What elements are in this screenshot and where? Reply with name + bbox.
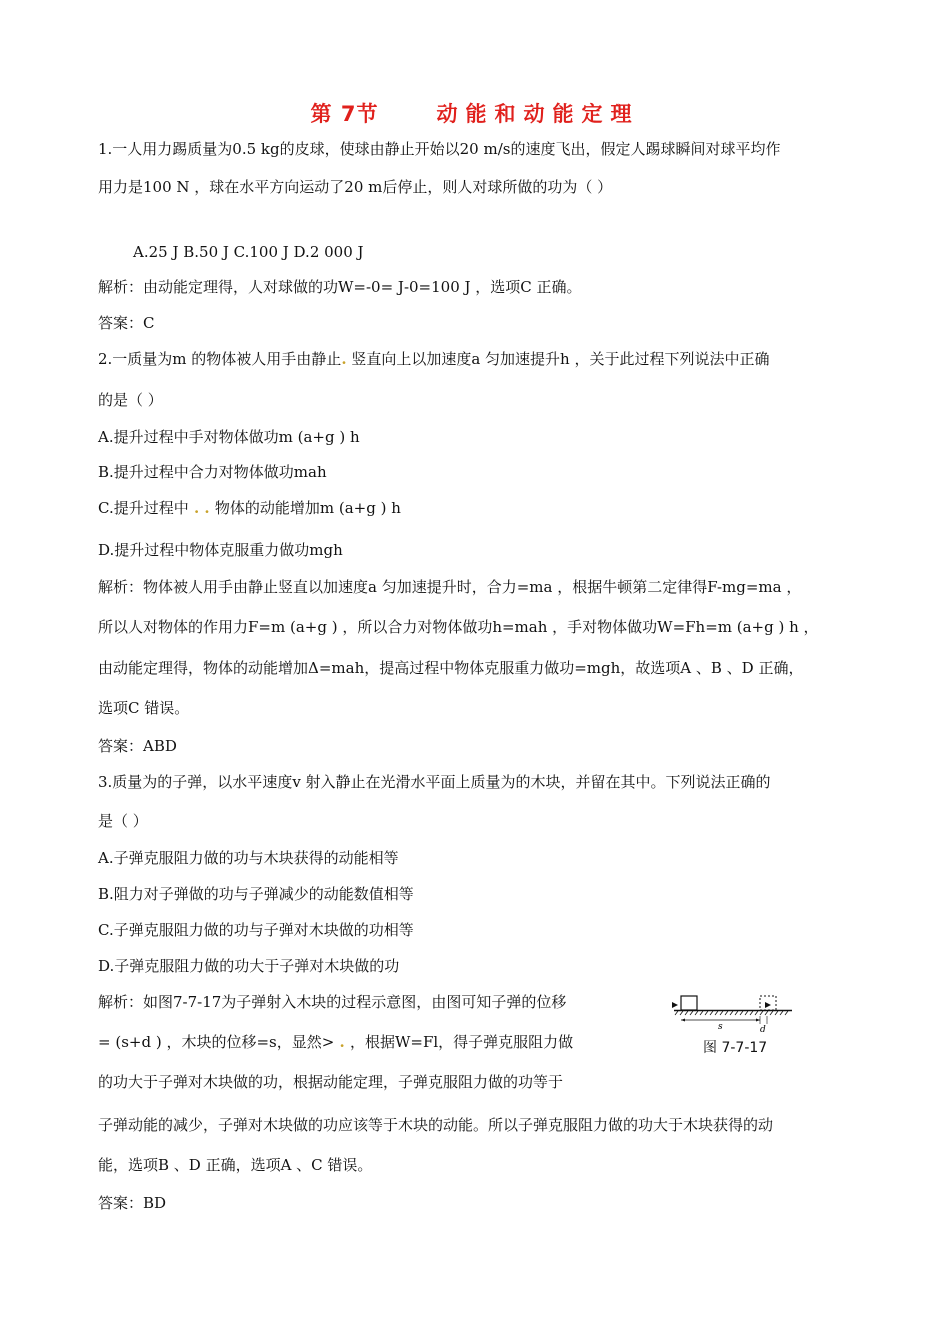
q3-stem-line2: 是（ ）: [98, 812, 148, 830]
q1-answer: 答案：C: [98, 314, 155, 332]
q2-analysis-line1: 解析：物体被人用手由静止竖直以加速度a 匀加速提升时，合力=ma ，根据牛顿第二定律得F-mg=ma ，: [98, 578, 802, 596]
q3-analysis-line2: [98, 1032, 573, 1052]
q3-option-d: D.子弹克服阻力做的功大于子弹对木块做的功: [98, 957, 400, 975]
q3-option-a: A.子弹克服阻力做的功与木块获得的动能相等: [98, 849, 399, 867]
q3-analysis-line1: 解析：如图7-7-17为子弹射入木块的过程示意图，由图可知子弹的位移: [98, 993, 567, 1011]
speck-dot: . .: [188, 499, 215, 517]
q3-stem-line1: 3.质量为的子弹，以水平速度v 射入静止在光滑水平面上质量为的木块，并留在其中。下列说法正确的: [98, 773, 771, 791]
q2-analysis-line3: 由动能定理得，物体的动能增加Δ=mah，提高过程中物体克服重力做功=mgh，故选项A 、B 、D 正确，: [98, 659, 804, 677]
q2-option-c-part2: 物体的动能增加m (a+g ) h: [214, 499, 401, 517]
q1-stem-line1: 1.一人用力踢质量为0.5 kg的皮球，使球由静止开始以20 m/s的速度飞出，假定人踢球瞬间对球平均作: [98, 140, 781, 158]
q2-option-c-part1: C.提升过程中: [98, 499, 189, 517]
section-topic: 动能和动能定理: [436, 102, 640, 126]
bullet-icon: [672, 1002, 678, 1008]
q3-analysis-line5: 能，选项B 、D 正确，选项A 、C 错误。: [98, 1156, 373, 1174]
bullet-final-icon: [765, 1002, 771, 1008]
figure-caption: 图 7-7-17: [703, 1040, 768, 1056]
q3-analysis-line3: 的功大于子弹对木块做的功，根据动能定理，子弹克服阻力做的功等于: [98, 1073, 564, 1091]
speck-dot: .: [341, 350, 347, 368]
ground-hatch: [675, 1011, 788, 1015]
section-number: 第 7节: [310, 102, 379, 126]
q3-option-b: B.阻力对子弹做的功与子弹减少的动能数值相等: [98, 885, 414, 903]
q2-analysis-line2: 所以人对物体的作用力F=m (a+g ) ，所以合力对物体做功h=mah ，手对物体做功W=Fh=m (a+g ) h ，: [98, 618, 819, 636]
page-title: [0, 98, 950, 128]
q2-answer: 答案：ABD: [98, 737, 177, 755]
speck-dot: .: [334, 1033, 350, 1051]
q2-option-d: D.提升过程中物体克服重力做功mgh: [98, 541, 343, 559]
block-final: [760, 996, 776, 1010]
q2-stem-part2: 竖直向上以加速度a 匀加速提升h ，关于此过程下列说法中正确: [351, 350, 770, 368]
q1-stem-line2: 用力是100 N ，球在水平方向运动了20 m后停止，则人对球所做的功为（ ）: [98, 178, 613, 196]
q2-stem-line1: [98, 349, 769, 369]
q3-analysis-line2-part2: ，根据W=Fl，得子弹克服阻力做: [349, 1033, 574, 1051]
q1-options: A.25 J B.50 J C.100 J D.2 000 J: [133, 243, 364, 261]
q3-analysis-line4: 子弹动能的减少，子弹对木块做的功应该等于木块的动能。所以子弹克服阻力做的功大于木块获得的动: [98, 1116, 774, 1134]
q1-analysis: 解析：由动能定理得，人对球做的功W=-0= J-0=100 J ，选项C 正确。: [98, 278, 582, 296]
s-label: s: [718, 1022, 723, 1032]
d-label: d: [760, 1025, 766, 1035]
q2-stem-line2: 的是（ ）: [98, 391, 163, 409]
q2-stem-part1: 2.一质量为m 的物体被人用手由静止: [98, 350, 342, 368]
q2-analysis-line4: 选项C 错误。: [98, 699, 190, 717]
q3-analysis-line2-part1: = (s+d ) ，木块的位移=s，显然>: [98, 1033, 335, 1051]
q2-option-a: A.提升过程中手对物体做功m (a+g ) h: [98, 428, 360, 446]
q2-option-b: B.提升过程中合力对物体做功mah: [98, 463, 327, 481]
q3-answer: 答案：BD: [98, 1194, 167, 1212]
block-initial: [681, 996, 697, 1010]
q2-option-c: [98, 498, 401, 518]
q3-option-c: C.子弹克服阻力做的功与子弹对木块做的功相等: [98, 921, 414, 939]
